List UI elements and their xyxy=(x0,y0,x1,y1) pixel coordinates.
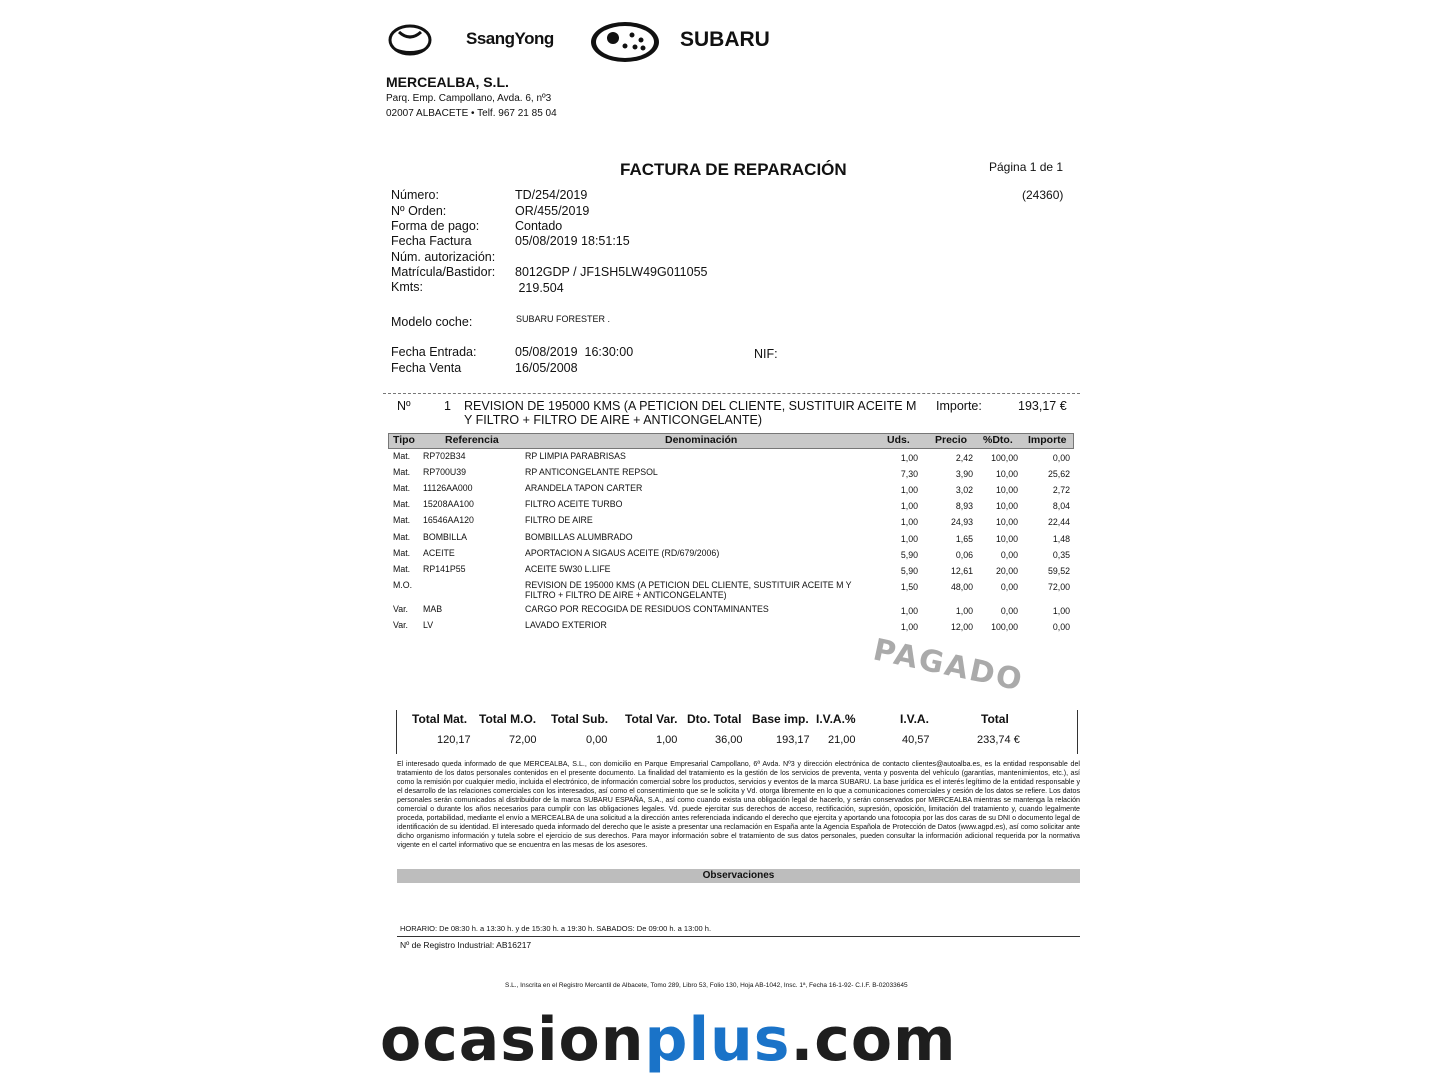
privacy-notice: El interesado queda informado de que MERCEALBA, S.L., con domicilio en Parque Empresarial Campollano, 6ª Avda. Nº3 y dirección electrónica de contacto clientes@autoalba.es, es la entidad responsable del tratamiento de los datos personales contenidos en el presente documento. La finalidad del tratamiento es la gestión de los servicios de preventa, venta y posventa del vehículo (garantías, mantenimientos, etc.), así como la remisión por cualquier medio, incluida el electrónico, de información comercial sobre los productos, servicios y eventos de la marca SUBARU. La base jurídica es el interés legítimo de la entidad responsable y el desarrollo de las relaciones comerciales con los interesados, así como el consentimiento que se le solicita y Vd. otorga libremente en lo que a comunicaciones comerciales y cesión de los datos se refiere. Los datos personales serán comunicados al distribuidor de la marca SUBARU ESPAÑA, S.A., así como cuando exista una obligación legal de hacerlo, y serán conservados por MERCEALBA mientras se mantenga la relación comercial o durante los años necesarios para cumplir con las obligaciones legales. Vd. puede ejercitar sus derechos de acceso, rectificación, supresión, oposición, limitación del tratamiento y, cuando legalmente proceda, portabilidad, mediante el envío a MERCEALBA de una solicitud a la dirección antes referenciada indicando el derecho que ejercita y aportando una fotocopia por las dos caras de su DNI o documento legal de identificación de su identidad. El interesado queda informado del derecho que le asiste a presentar una reclamación en España ante la Agencia Española de Protección de Datos (www.agpd.es), así como solicitar ante dicho organismo información y tutela sobre el ejercicio de sus derechos. Para mayor información sobre el tratamiento de sus datos personales, pueden consultar la información adicional requerida por la normativa vigente en el cartel informativo que se encuentra en las mesas de los asesores. xyxy=(397,760,1080,849)
cell-uds: 1,50 xyxy=(900,582,918,592)
total-label: Total xyxy=(981,712,1009,726)
cell-denominacion: RP ANTICONGELANTE REPSOL xyxy=(525,467,658,477)
footer-part3: .com xyxy=(790,1005,957,1075)
cell-uds: 1,00 xyxy=(900,534,918,544)
iva-pct-value: 21,00 xyxy=(828,734,856,746)
cell-referencia: 15208AA100 xyxy=(423,499,474,509)
cell-dto: 0,00 xyxy=(1000,550,1018,560)
cell-uds: 1,00 xyxy=(900,606,918,616)
schedule: HORARIO: De 08:30 h. a 13:30 h. y de 15:30 h. a 19:30 h. SABADOS: De 09:00 h. a 13:00 h. xyxy=(400,924,712,933)
fecha-venta-label: Fecha Venta xyxy=(391,361,462,375)
table-row xyxy=(388,604,1072,618)
table-row xyxy=(388,515,1072,529)
item-importe-value: 193,17 € xyxy=(1018,399,1067,413)
modelo-value: SUBARU FORESTER . xyxy=(516,314,611,324)
total-value: 233,74 € xyxy=(977,734,1020,746)
dto-total-value: 36,00 xyxy=(715,734,743,746)
cell-denominacion: ARANDELA TAPON CARTER xyxy=(525,483,643,493)
cell-importe: 59,52 xyxy=(1047,566,1070,576)
cell-denominacion-line2: FILTRO + FILTRO DE AIRE + ANTICONGELANTE) xyxy=(525,590,727,600)
cell-importe: 2,72 xyxy=(1052,485,1070,495)
divider xyxy=(383,393,1080,394)
field-numero-value: TD/254/2019 xyxy=(515,188,588,202)
table-row xyxy=(388,467,1072,481)
cell-tipo: Mat. xyxy=(393,564,411,574)
cell-referencia: RP141P55 xyxy=(423,564,466,574)
observaciones-bar: Observaciones xyxy=(397,869,1080,883)
total-sub-value: 0,00 xyxy=(586,734,608,746)
cell-tipo: Mat. xyxy=(393,451,411,461)
company-address-line2: 02007 ALBACETE • Telf. 967 21 85 04 xyxy=(386,108,557,119)
field-autorizacion-label: Núm. autorización: xyxy=(391,250,496,264)
page-indicator: Página 1 de 1 xyxy=(989,160,1064,174)
cell-tipo: Mat. xyxy=(393,515,411,525)
ocasionplus-logo xyxy=(380,1005,957,1075)
cell-referencia: 11126AA000 xyxy=(423,483,473,493)
cell-referencia: RP700U39 xyxy=(423,467,467,477)
cell-uds: 7,30 xyxy=(900,469,918,479)
cell-denominacion: ACEITE 5W30 L.LIFE xyxy=(525,564,611,574)
registro-mercantil: S.L., Inscrita en el Registro Mercantil de Albacete, Tomo 289, Libro 53, Folio 130, Hoja AB-1042, Insc. 1ª, Fecha 16-1-92- C.I.F. B-02033645 xyxy=(505,982,908,989)
cell-dto: 10,00 xyxy=(995,485,1018,495)
total-sub-label: Total Sub. xyxy=(551,712,609,726)
col-referencia: Referencia xyxy=(445,434,499,446)
cell-precio: 1,00 xyxy=(955,606,973,616)
table-row xyxy=(388,620,1072,634)
total-var-value: 1,00 xyxy=(656,734,678,746)
nif-label: NIF: xyxy=(754,347,778,361)
iva-pct-label: I.V.A.% xyxy=(816,712,856,726)
cell-denominacion: RP LIMPIA PARABRISAS xyxy=(525,451,626,461)
cell-referencia: RP702B34 xyxy=(423,451,466,461)
base-imp-value: 193,17 xyxy=(776,734,810,746)
divider xyxy=(397,936,1080,937)
cell-tipo: Mat. xyxy=(393,548,411,558)
company-name: MERCEALBA, S.L. xyxy=(386,74,509,90)
item-number: 1 xyxy=(444,399,451,413)
cell-precio: 0,06 xyxy=(955,550,973,560)
cell-importe: 22,44 xyxy=(1047,517,1070,527)
field-numero-label: Número: xyxy=(391,188,439,202)
cell-importe: 25,62 xyxy=(1047,469,1070,479)
cell-tipo: Var. xyxy=(393,620,408,630)
cell-tipo: Var. xyxy=(393,604,408,614)
field-pago-label: Forma de pago: xyxy=(391,219,480,233)
cell-precio: 48,00 xyxy=(950,582,973,592)
total-mat-label: Total Mat. xyxy=(412,712,468,726)
col-importe: Importe xyxy=(1028,434,1067,446)
cell-referencia: BOMBILLA xyxy=(423,532,468,542)
cell-precio: 12,00 xyxy=(950,622,973,632)
field-fecha-factura-value: 05/08/2019 18:51:15 xyxy=(515,234,630,248)
cell-importe: 72,00 xyxy=(1047,582,1070,592)
table-row xyxy=(388,548,1072,562)
total-var-label: Total Var. xyxy=(625,712,678,726)
cell-precio: 1,65 xyxy=(955,534,973,544)
lines-table-header xyxy=(388,433,1074,449)
cell-tipo: M.O. xyxy=(393,580,413,590)
modelo-label: Modelo coche: xyxy=(391,315,473,329)
cell-importe: 0,00 xyxy=(1052,453,1070,463)
cell-importe: 1,48 xyxy=(1052,534,1070,544)
ssangyong-wordmark: SsangYong xyxy=(466,29,554,48)
fecha-entrada-label: Fecha Entrada: xyxy=(391,345,477,359)
cell-importe: 0,00 xyxy=(1052,622,1070,632)
cell-referencia: LV xyxy=(423,620,434,630)
item-description xyxy=(464,399,934,427)
cell-uds: 1,00 xyxy=(900,453,918,463)
table-row xyxy=(388,580,1072,600)
cell-denominacion: APORTACION A SIGAUS ACEITE (RD/679/2006) xyxy=(525,548,720,558)
field-kmts-value: 219.504 xyxy=(515,281,564,295)
total-mat-value: 120,17 xyxy=(437,734,471,746)
field-pago-value: Contado xyxy=(515,219,563,233)
field-fecha-factura-label: Fecha Factura xyxy=(391,234,472,248)
cell-dto: 10,00 xyxy=(995,469,1018,479)
cell-dto: 100,00 xyxy=(991,622,1018,632)
dto-total-label: Dto. Total xyxy=(687,712,742,726)
cell-tipo: Mat. xyxy=(393,499,411,509)
table-row xyxy=(388,483,1072,497)
cell-uds: 1,00 xyxy=(900,622,918,632)
field-matricula-value: 8012GDP / JF1SH5LW49G011055 xyxy=(515,265,708,279)
cell-denominacion: LAVADO EXTERIOR xyxy=(525,620,607,630)
field-kmts-label: Kmts: xyxy=(391,280,423,294)
table-row xyxy=(388,451,1072,465)
field-orden-value: OR/455/2019 xyxy=(515,204,590,218)
cell-importe: 1,00 xyxy=(1052,606,1070,616)
cell-denominacion: REVISION DE 195000 KMS (A PETICION DEL CLIENTE, SUSTITUIR ACEITE M Y xyxy=(525,580,852,590)
cell-dto: 0,00 xyxy=(1000,606,1018,616)
total-mo-value: 72,00 xyxy=(509,734,537,746)
table-row xyxy=(388,499,1072,513)
cell-uds: 1,00 xyxy=(900,517,918,527)
base-imp-label: Base imp. xyxy=(752,712,809,726)
cell-dto: 0,00 xyxy=(1000,582,1018,592)
subaru-wordmark: SUBARU xyxy=(680,28,770,51)
cell-precio: 8,93 xyxy=(955,501,973,511)
cell-tipo: Mat. xyxy=(393,532,411,542)
fecha-entrada-value: 05/08/2019 16:30:00 xyxy=(515,345,634,359)
table-row xyxy=(388,564,1072,578)
cell-dto: 10,00 xyxy=(995,534,1018,544)
iva-value: 40,57 xyxy=(902,734,930,746)
field-orden-label: Nº Orden: xyxy=(391,204,447,218)
iva-label: I.V.A. xyxy=(900,712,929,726)
cell-denominacion: FILTRO DE AIRE xyxy=(525,515,593,525)
col-tipo: Tipo xyxy=(393,434,415,446)
cell-denominacion: FILTRO ACEITE TURBO xyxy=(525,499,623,509)
cell-uds: 5,90 xyxy=(900,550,918,560)
cell-referencia: ACEITE xyxy=(423,548,455,558)
col-uds: Uds. xyxy=(887,434,910,446)
cell-precio: 3,90 xyxy=(955,469,973,479)
footer-part2: plus xyxy=(644,1005,791,1075)
cell-uds: 5,90 xyxy=(900,566,918,576)
cell-importe: 8,04 xyxy=(1052,501,1070,511)
col-denominacion: Denominación xyxy=(665,434,738,446)
table-row xyxy=(388,532,1072,546)
footer-part1: ocasion xyxy=(380,1005,645,1075)
cell-referencia: 16546AA120 xyxy=(423,515,474,525)
cell-dto: 20,00 xyxy=(995,566,1018,576)
fecha-venta-value: 16/05/2008 xyxy=(515,361,578,375)
item-number-label: Nº xyxy=(397,399,411,413)
paid-stamp: PAGADO xyxy=(870,632,1027,699)
registro-industrial: Nº de Registro Industrial: AB16217 xyxy=(400,940,532,950)
cell-uds: 1,00 xyxy=(900,485,918,495)
cell-precio: 12,61 xyxy=(950,566,973,576)
col-dto: %Dto. xyxy=(983,434,1013,446)
totals-box xyxy=(396,710,1078,754)
item-description-line1: REVISION DE 195000 KMS (A PETICION DEL CLIENTE, SUSTITUIR ACEITE M xyxy=(464,399,917,413)
col-precio: Precio xyxy=(935,434,968,446)
cell-denominacion: CARGO POR RECOGIDA DE RESIDUOS CONTAMINANTES xyxy=(525,604,769,614)
cell-precio: 2,42 xyxy=(955,453,973,463)
cell-importe: 0,35 xyxy=(1052,550,1070,560)
cell-dto: 10,00 xyxy=(995,517,1018,527)
cell-dto: 10,00 xyxy=(995,501,1018,511)
cell-tipo: Mat. xyxy=(393,483,411,493)
cell-dto: 100,00 xyxy=(991,453,1018,463)
item-importe-label: Importe: xyxy=(936,399,982,413)
cell-precio: 24,93 xyxy=(950,517,973,527)
total-mo-label: Total M.O. xyxy=(479,712,537,726)
cell-referencia: MAB xyxy=(423,604,443,614)
cell-uds: 1,00 xyxy=(900,501,918,511)
cell-denominacion: BOMBILLAS ALUMBRADO xyxy=(525,532,633,542)
company-address-line1: Parq. Emp. Campollano, Avda. 6, nº3 xyxy=(386,93,552,104)
field-matricula-label: Matrícula/Bastidor: xyxy=(391,265,496,279)
cell-tipo: Mat. xyxy=(393,467,411,477)
invoice-code: (24360) xyxy=(1022,188,1064,202)
cell-precio: 3,02 xyxy=(955,485,973,495)
item-description-line2: Y FILTRO + FILTRO DE AIRE + ANTICONGELANTE) xyxy=(464,413,762,427)
invoice-title: FACTURA DE REPARACIÓN xyxy=(620,160,847,179)
